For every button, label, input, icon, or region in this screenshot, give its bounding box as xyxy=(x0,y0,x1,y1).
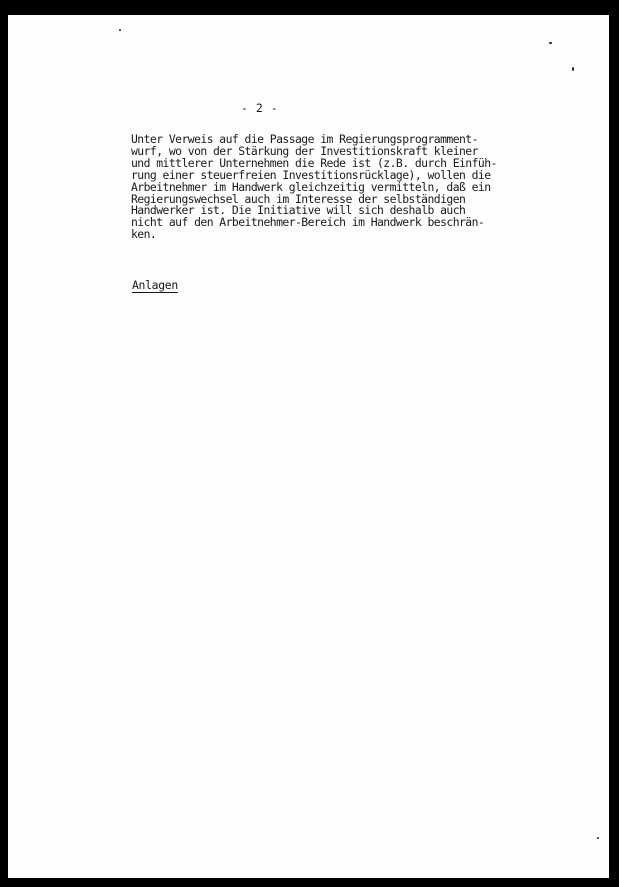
paragraph-line: Arbeitnehmer im Handwerk gleichzeitig vermitteln, daß ein xyxy=(131,179,491,194)
paragraph-line: wurf, wo von der Stärkung der Investitionskraft kleiner xyxy=(131,143,478,158)
paragraph-line: Handwerker ist. Die Initiative will sich deshalb auch xyxy=(131,203,466,218)
paragraph-line: und mittlerer Unternehmen die Rede ist (z.B. durch Einfüh- xyxy=(131,155,497,170)
paragraph-line: ken. xyxy=(131,227,157,242)
paragraph-line: Unter Verweis auf die Passage im Regierungsprogramment- xyxy=(131,132,478,146)
paragraph-line: rung einer steuerfreien Investitionsrücklage), wollen die xyxy=(131,167,491,182)
scan-speck xyxy=(597,837,599,839)
scan-speck xyxy=(572,67,574,71)
scan-speck xyxy=(549,42,552,44)
paragraph-line: Regierungswechsel auch im Interesse der selbständigen xyxy=(131,191,466,206)
attachments-heading: Anlagen xyxy=(132,278,178,292)
scan-speck xyxy=(119,29,121,31)
page-number: - 2 - xyxy=(241,101,279,115)
body-paragraph xyxy=(131,134,531,241)
paragraph-line: nicht auf den Arbeitnehmer-Bereich im Handwerk beschrän- xyxy=(131,215,485,230)
